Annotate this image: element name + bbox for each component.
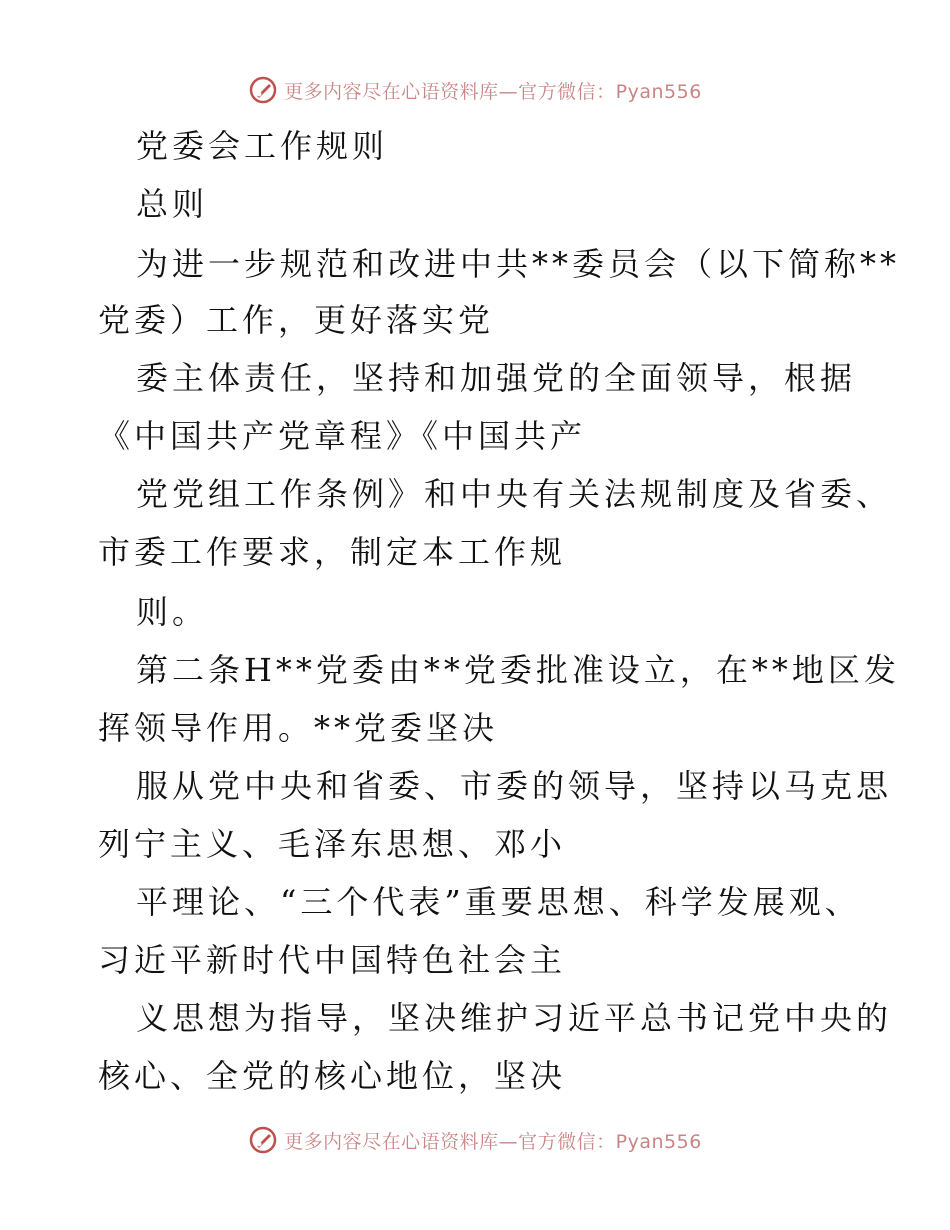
- section-heading: 总则: [136, 185, 209, 223]
- paragraph-line: 党委）工作，更好落实党: [98, 301, 495, 339]
- paragraph-line: 服从党中央和省委、市委的领导，坚持以马克思: [136, 767, 893, 805]
- paragraph-line: 市委工作要求，制定本工作规: [98, 533, 567, 571]
- paragraph-line: 习近平新时代中国特色社会主: [98, 941, 567, 979]
- quill-seal-icon: [248, 1125, 278, 1155]
- paragraph-line: 为进一步规范和改进中共**委员会（以下简称**: [136, 245, 901, 283]
- paragraph-line: 挥领导作用。**党委坚决: [98, 709, 499, 747]
- paragraph-line: 《中国共产党章程》《中国共产: [98, 417, 587, 455]
- paragraph-line: 党党组工作条例》和中央有关法规制度及省委、: [136, 475, 893, 513]
- paragraph-line: 列宁主义、毛泽东思想、邓小: [98, 825, 567, 863]
- document-title: 党委会工作规则: [136, 127, 389, 165]
- footer-watermark-text: 更多内容尽在心语资料库—官方微信：Pyan556: [284, 1130, 702, 1153]
- paragraph-line: 委主体责任，坚持和加强党的全面领导，根据: [136, 359, 857, 397]
- footer-watermark-banner: [0, 1120, 950, 1160]
- paragraph-line: 核心、全党的核心地位，坚决: [98, 1057, 567, 1095]
- header-watermark-text: 更多内容尽在心语资料库—官方微信：Pyan556: [284, 80, 702, 103]
- quill-seal-icon: [248, 75, 278, 105]
- paragraph-line: 义思想为指导，坚决维护习近平总书记党中央的: [136, 999, 893, 1037]
- paragraph-line: 平理论、“三个代表”重要思想、科学发展观、: [136, 883, 861, 921]
- paragraph-line: 第二条H**党委由**党委批准设立，在**地区发: [136, 651, 900, 689]
- paragraph-line: 则。: [136, 593, 209, 631]
- header-watermark-banner: [0, 70, 950, 110]
